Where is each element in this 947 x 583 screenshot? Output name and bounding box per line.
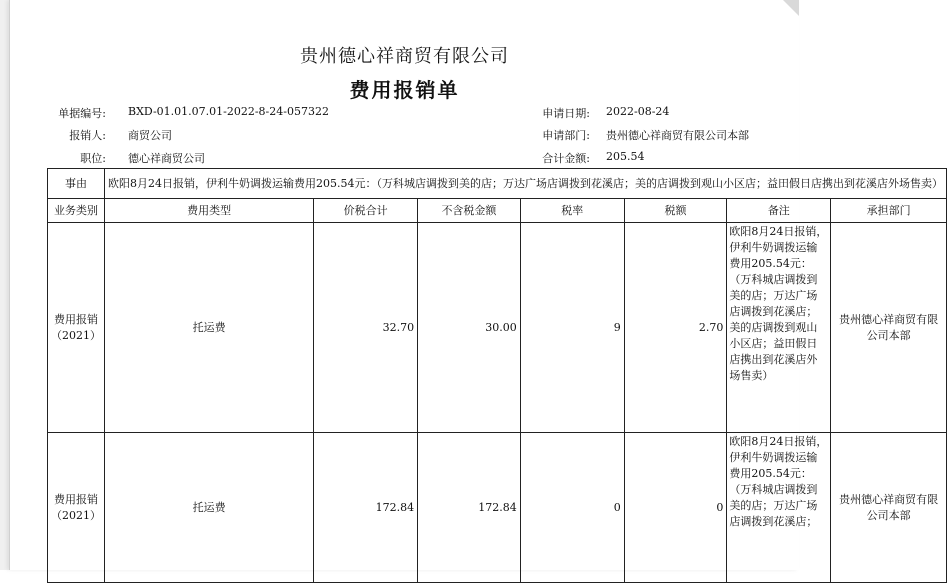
header-gross: 价税合计 bbox=[314, 199, 418, 223]
company-name: 贵州德心祥商贸有限公司 bbox=[300, 46, 509, 67]
doc-no-value: BXD-01.01.07.01-2022-8-24-057322 bbox=[128, 105, 329, 118]
document-page bbox=[10, 0, 943, 570]
header-expense-type: 费用类型 bbox=[105, 199, 314, 223]
document-title: 费用报销单 bbox=[349, 78, 460, 102]
row-net: 30.00 bbox=[418, 223, 521, 433]
row-tax-amount: 2.70 bbox=[624, 223, 727, 433]
header-note: 备注 bbox=[727, 199, 831, 223]
table-row bbox=[48, 433, 947, 583]
position-value: 德心祥商贸公司 bbox=[128, 152, 205, 165]
reason-text: 欧阳8月24日报销，伊利牛奶调拨运输费用205.54元：（万科城店调拨到美的店；万达广场店调拨到花溪店；美的店调拨到观山小区店；益田假日店携出到花溪店外场售卖） bbox=[105, 169, 947, 199]
row-dept: 贵州德心祥商贸有限公司本部 bbox=[831, 433, 947, 583]
table-header-row bbox=[48, 199, 947, 223]
doc-no-label: 单据编号: bbox=[58, 107, 106, 120]
reason-row bbox=[48, 169, 947, 199]
row-gross: 172.84 bbox=[314, 433, 418, 583]
row-expense-type: 托运费 bbox=[105, 223, 314, 433]
row-note: 欧阳8月24日报销，伊利牛奶调拨运输费用205.54元：（万科城店调拨到美的店；万达广场店调拨到花溪店； bbox=[727, 433, 831, 583]
row-tax-rate: 0 bbox=[520, 433, 624, 583]
row-note: 欧阳8月24日报销，伊利牛奶调拨运输费用205.54元：（万科城店调拨到美的店；万达广场店调拨到花溪店；美的店调拨到观山小区店；益田假日店携出到花溪店外场售卖） bbox=[727, 223, 831, 433]
position-label: 职位: bbox=[80, 152, 106, 165]
table-row bbox=[48, 223, 947, 433]
reason-label: 事由 bbox=[48, 169, 105, 199]
header-tax-rate: 税率 bbox=[520, 199, 624, 223]
date-value: 2022-08-24 bbox=[606, 105, 670, 118]
row-expense-type: 托运费 bbox=[105, 433, 314, 583]
applicant-label: 报销人: bbox=[69, 129, 106, 142]
applicant-value: 商贸公司 bbox=[128, 129, 172, 142]
total-value: 205.54 bbox=[606, 150, 645, 163]
dept-value: 贵州德心祥商贸有限公司本部 bbox=[606, 129, 749, 142]
header-net: 不含税金额 bbox=[418, 199, 521, 223]
date-label: 申请日期: bbox=[542, 107, 590, 120]
dept-label: 申请部门: bbox=[542, 129, 590, 142]
expense-table bbox=[47, 168, 947, 583]
row-category: 费用报销（2021） bbox=[48, 223, 105, 433]
row-category: 费用报销（2021） bbox=[48, 433, 105, 583]
row-gross: 32.70 bbox=[314, 223, 418, 433]
header-dept: 承担部门 bbox=[831, 199, 947, 223]
total-label: 合计金额: bbox=[542, 152, 590, 165]
row-dept: 贵州德心祥商贸有限公司本部 bbox=[831, 223, 947, 433]
row-net: 172.84 bbox=[418, 433, 521, 583]
page-corner-fold bbox=[783, 0, 799, 16]
header-tax-amount: 税额 bbox=[624, 199, 727, 223]
row-tax-amount: 0 bbox=[624, 433, 727, 583]
header-category: 业务类别 bbox=[48, 199, 105, 223]
row-tax-rate: 9 bbox=[520, 223, 624, 433]
